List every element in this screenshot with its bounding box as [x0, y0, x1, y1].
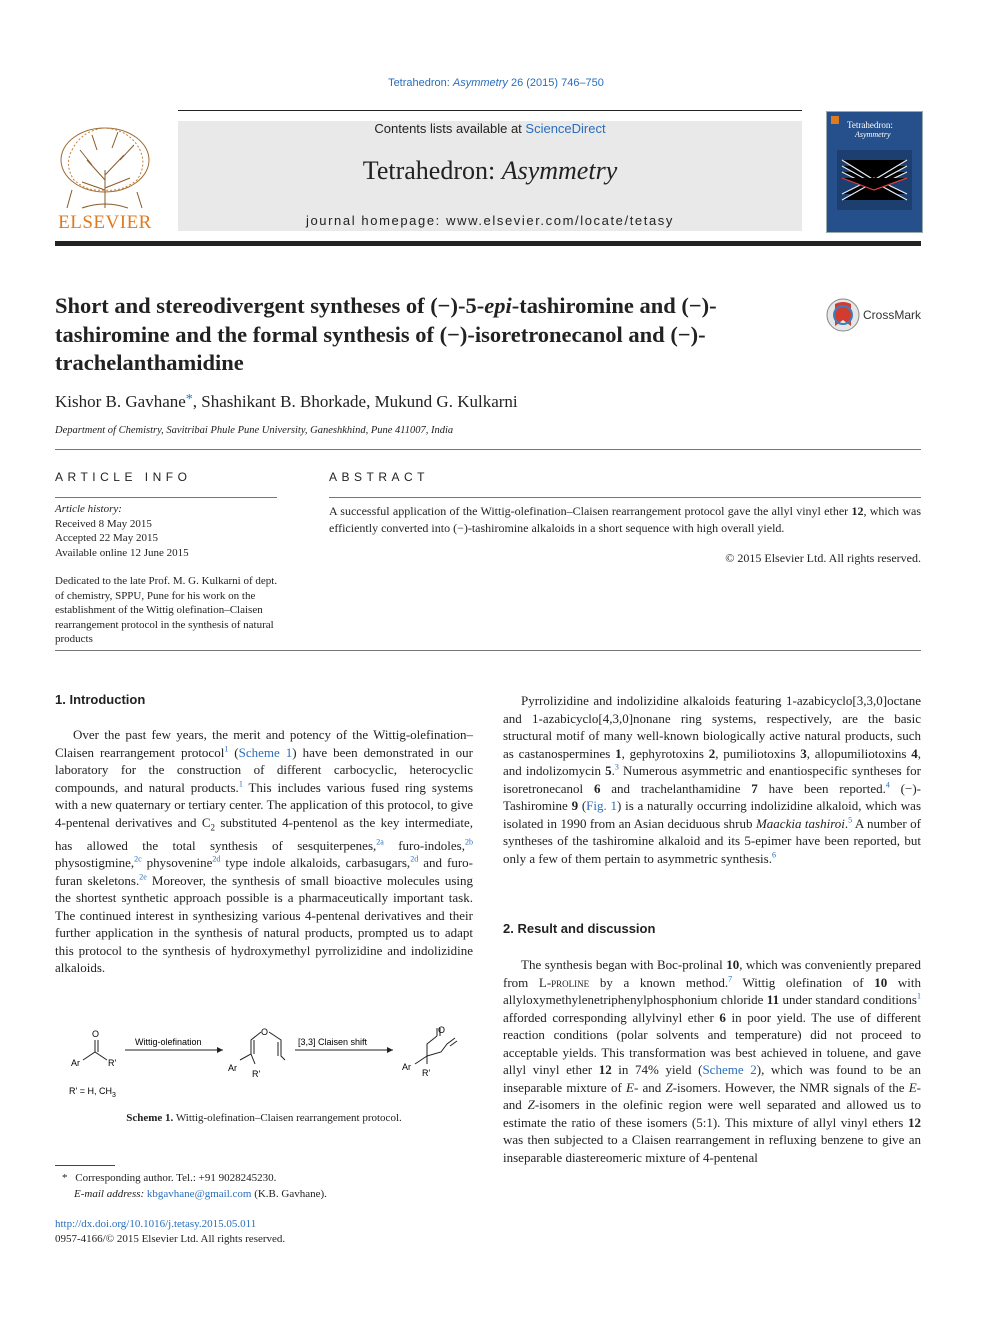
ref-link[interactable]: 2e — [139, 872, 147, 882]
scheme1-link[interactable]: Scheme 1 — [238, 744, 293, 760]
info-bottom-rule — [55, 650, 921, 651]
ref-link[interactable]: 3 — [614, 762, 619, 772]
atom-label: Ar — [228, 1063, 237, 1073]
cover-art-icon — [837, 150, 912, 210]
article-info-heading: ARTICLE INFO — [55, 470, 192, 484]
contents-available: Contents lists available at ScienceDirect — [374, 121, 606, 136]
article-history: Article history: Received 8 May 2015 Accepted 22 May 2015 Available online 12 June 2015 — [55, 503, 189, 559]
dedication: Dedicated to the late Prof. M. G. Kulkarni of dept. of chemistry, SPPU, Pune for his work on the establishment of the Wittig olefination–Claisen rearrangement protocol in the synthesis of natural products — [55, 575, 278, 645]
elsevier-wordmark: ELSEVIER — [58, 212, 152, 233]
doi-link[interactable]: http://dx.doi.org/10.1016/j.tetasy.2015.05.011 — [55, 1218, 257, 1230]
footnote-email: E-mail address: kbgavhane@gmail.com (K.B. Gavhane). — [74, 1188, 327, 1200]
ref-link[interactable]: 4 — [885, 780, 890, 790]
arrow-label: [3,3] Claisen shift — [298, 1037, 368, 1047]
sciencedirect-link[interactable]: ScienceDirect — [525, 121, 606, 136]
atom-label: R' — [252, 1069, 261, 1079]
cover-title: Tetrahedron: — [847, 120, 893, 130]
ref-link[interactable]: 1 — [238, 779, 243, 789]
corresponding-author-mark[interactable]: * — [185, 392, 193, 407]
scheme1-figure[interactable] — [55, 1024, 473, 1104]
intro-paragraph: Over the past few years, the merit and potency of the Wittig-olefination–Claisen rearrangement protocol$^1$ (Scheme 1) have been demonstrated in our laboratory for the construction of different carbocyclic, heterocyclic compounds, and natural products.$^1$ This includes various fused ring systems with a new quaternary or tertiary center. The application of this protocol, to give 4-pentenal derivatives and $C_2$ substituted 4-pentenol as the key intermediate, has allowed the total synthesis of sesquiterpenes,$^{2a}$ furo-indoles,$^{2b}$ physostigmine,$^{2c}$ physovenine$^{2d}$ type indole alkaloids, carbasugars,$^{2d}$ and furo-furan skeletons.$^{2e}$ Moreover, the synthesis of small bioactive molecules using the shortest synthetic approach possible is a pharmaceutically important task. The continued interest in synthesizing various 4-pentenal derivatives and their further application in the synthesis of natural products, prompted us to adapt this protocol to the synthesis of hydroxymethyl pyrrolizidine and indolizidine alkaloids. — [55, 727, 474, 976]
cover-publisher-mark — [831, 116, 839, 124]
atom-label: O — [261, 1027, 269, 1037]
ref-link[interactable]: 2b — [465, 837, 473, 847]
footnote-rule — [55, 1165, 115, 1166]
arrow-label: Wittig-olefination — [135, 1037, 202, 1047]
journal-citation[interactable]: Tetrahedron: Asymmetry 26 (2015) 746–750 — [388, 77, 604, 89]
elsevier-logo[interactable] — [52, 120, 158, 232]
crossmark-badge[interactable] — [826, 298, 926, 334]
elsevier-tree-icon — [52, 120, 158, 214]
scheme2-link[interactable]: Scheme 2 — [702, 1062, 757, 1077]
ref-link[interactable]: 2c — [134, 854, 142, 864]
info-top-rule — [55, 449, 921, 450]
abstract-copyright: © 2015 Elsevier Ltd. All rights reserved. — [725, 551, 921, 565]
ref-link[interactable]: 1 — [917, 991, 921, 1001]
atom-label: R' — [422, 1068, 431, 1078]
abstract-rule — [329, 497, 921, 498]
header-bottom-rule — [55, 241, 921, 246]
journal-homepage[interactable]: journal homepage: www.elsevier.com/locate/tetasy — [305, 213, 674, 228]
right-column-paragraph-2: The synthesis began with Boc-prolinal 10, which was conveniently prepared from L-proline by a known method.$^7$ Wittig olefination of 10 with allyloxymethylenetriphenylphosphonium chloride 11 under standard conditions$^1$ afforded corresponding allylvinyl ether 6 in poor yield. The use of different reaction conditions (polar solvents and temperature) did not proceed to acceptable yields. This transformation was best achieved in toluene, and gave allyl vinyl ether 12 in 74% yield (Scheme 2), which was found to be an inseparable mixture of E- and Z-isomers. However, the NMR signals of the E- and Z-isomers in the olefinic region were well separated and allowed us to estimate the ratio of these isomers (5:1). This mixture of allyl vinyl ethers 12 was then subjected to a Claisen rearrangement in refluxing benzene to give an inseparable diastereomeric mixture of 4-pentenal — [503, 957, 922, 1165]
issn-line: 0957-4166/© 2015 Elsevier Ltd. All rights reserved. — [55, 1233, 286, 1245]
fig1-link[interactable]: Fig. 1 — [586, 798, 617, 813]
crossmark-label: CrossMark — [863, 308, 922, 322]
ref-link[interactable]: 7 — [728, 974, 733, 984]
atom-label: O — [438, 1025, 446, 1035]
ref-link[interactable]: 2d — [410, 854, 419, 864]
footnote-corresponding: * Corresponding author. Tel.: +91 9028245230. — [62, 1172, 277, 1184]
ref-link[interactable]: 1 — [224, 744, 229, 754]
section-introduction-heading: 1. Introduction — [55, 692, 146, 707]
atom-label: O — [92, 1029, 100, 1039]
journal-title: Tetrahedron: Asymmetry — [362, 156, 618, 185]
ref-link[interactable]: 5 — [848, 815, 853, 825]
atom-label: Ar — [402, 1062, 411, 1072]
abstract-text: A successful application of the Wittig-olefination–Claisen rearrangement protocol gave the allyl vinyl ether 12, which was efficiently converted into (−)-tashiromine alkaloids in a short sequence with high overall yield. — [329, 504, 921, 535]
ref-link[interactable]: 2a — [376, 837, 384, 847]
article-info-rule — [55, 497, 277, 498]
cover-subtitle: Asymmetry — [855, 130, 891, 139]
crossmark-icon — [826, 298, 860, 332]
section-results-heading: 2. Result and discussion — [503, 921, 656, 936]
substituent-note: R' = H, $CH_3$ — [69, 1086, 116, 1099]
abstract-heading: ABSTRACT — [329, 470, 430, 484]
ref-link[interactable]: 2d — [212, 854, 221, 864]
affiliation: Department of Chemistry, Savitribai Phule Pune University, Ganeshkhind, Pune 411007, India — [55, 425, 454, 436]
scheme1-drawing — [55, 1024, 473, 1104]
journal-cover-thumbnail[interactable] — [826, 111, 923, 233]
atom-label: Ar — [71, 1058, 80, 1068]
header-top-rule — [178, 110, 802, 111]
author-list: Kishor B. Gavhane*, Shashikant B. Bhorkade, Mukund G. Kulkarni — [55, 392, 518, 411]
email-link[interactable]: kbgavhane@gmail.com — [146, 1188, 252, 1200]
ref-link[interactable]: 6 — [771, 850, 776, 860]
right-column-paragraph-1: Pyrrolizidine and indolizidine alkaloids featuring 1-azabicyclo[3,3,0]octane and 1-azabicyclo[4,3,0]nonane ring systems, respectively, are the basic structural motif of many well-known biologically active natural products, such as castanospermines 1, gephyrotoxins 2, pumiliotoxins 3, allopumiliotoxins 4, and indolizomycin 5.$^3$ Numerous asymmetric and enantiospecific syntheses for isoretronecanol 6 and trachelanthamidine 7 have been reported.$^4$ (−)-Tashiromine 9 (Fig. 1) is a naturally occurring indolizidine alkaloid, which was isolated in 1990 from an Asian deciduous shrub Maackia tashiroi.$^5$ A number of syntheses of the tashiromine alkaloid and its 5-epimer have been reported, but only a few of them pertain to asymmetric synthesis.$^6$ — [503, 693, 922, 866]
scheme1-caption: Scheme 1. Wittig-olefination–Claisen rearrangement protocol. — [126, 1112, 402, 1124]
article-title: Short and stereodivergent syntheses of (−)-5-epi-tashiromine and (−)-tashiromine and the formal synthesis of (−)-isoretronecanol and (−)-trachelanthamidine — [55, 293, 717, 375]
atom-label: R' — [108, 1058, 117, 1068]
